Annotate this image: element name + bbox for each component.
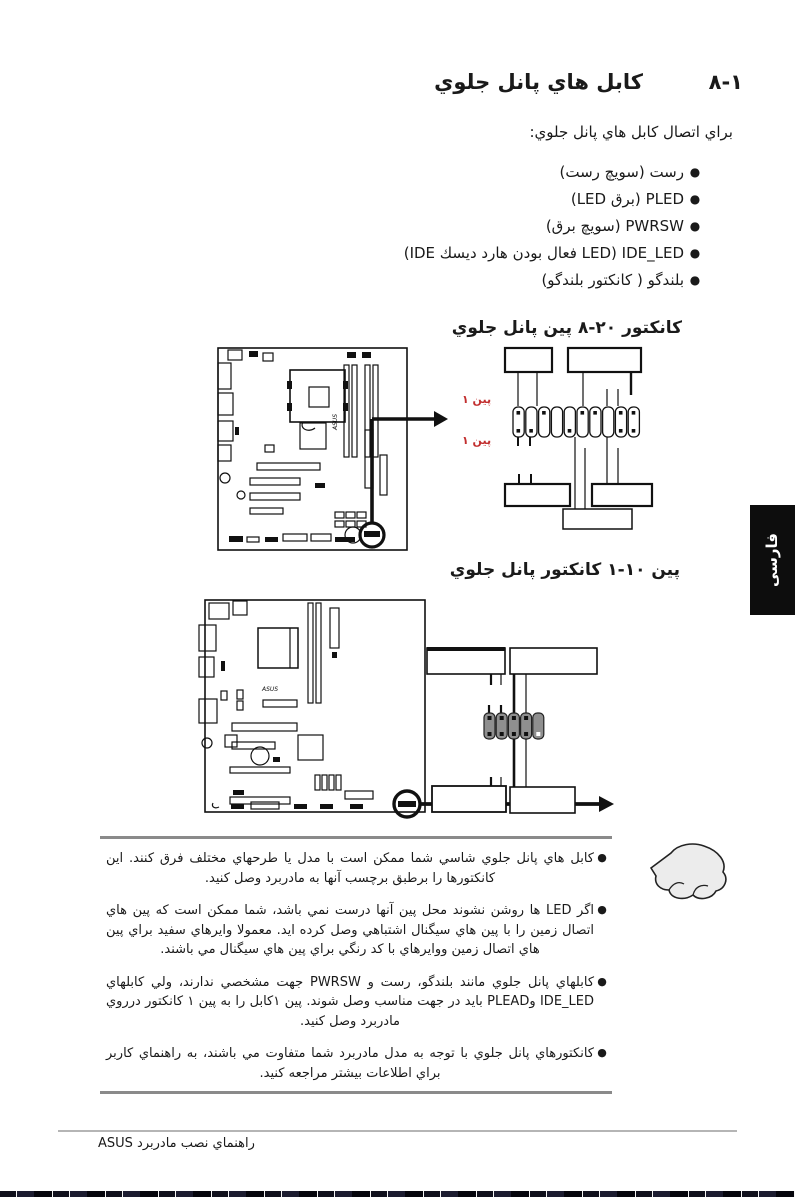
label-box — [568, 348, 641, 372]
note-item — [100, 1044, 610, 1083]
bullet-icon: ● — [689, 164, 701, 179]
note-text: كانكتورهاي پانل جلوي با توجه به مدل مادربرد شما متفاوت مي باشند، به راهنماي كاربر براي اطلاعات بيشتر مراجعه كنيد. — [106, 1046, 594, 1081]
bullet-icon: ● — [597, 903, 607, 916]
label-box — [563, 509, 632, 529]
note-hand-icon — [645, 842, 733, 904]
list-item — [404, 158, 702, 185]
board-logo: ASUS — [262, 686, 279, 693]
page-title: كابل هاي پانل جلوي — [434, 70, 643, 94]
notes-divider-top — [100, 836, 612, 839]
footer-text: راهنماي نصب مادربرد ASUS — [98, 1136, 255, 1151]
section-number: ١-٨ — [708, 70, 743, 94]
cable-list — [404, 158, 702, 293]
bullet-icon: ● — [689, 245, 701, 260]
notes-divider-bottom — [100, 1091, 612, 1094]
missing-pin-key — [536, 732, 540, 736]
bullet-icon: ● — [689, 218, 701, 233]
figure1-heading: كانكتور ٢٠-٨ پين پانل جلوي — [451, 318, 682, 338]
label-box — [510, 648, 597, 674]
arrow-icon — [434, 411, 448, 427]
connector-pinout-2 — [425, 645, 605, 820]
intro-text: براي اتصال كابل هاي پانل جلوي: — [529, 123, 733, 141]
list-item — [404, 239, 702, 266]
label-box — [510, 787, 575, 813]
note-item — [100, 901, 610, 960]
label-box — [505, 484, 570, 506]
figure2-heading: پين ١٠-١ كانكتور پانل جلوي — [449, 560, 680, 580]
list-item-label: IDE_LED (LED فعال بودن هارد ديسك IDE) — [403, 243, 684, 262]
label-box — [592, 484, 652, 506]
footer-divider — [58, 1130, 737, 1132]
note-text: كابلهاي پانل جلوي مانند بلندگو، رست و PWRSW جهت مشخصي ندارند، ولي كابلهاي IDE_LED وPLEAD بايد در جهت مناسب وصل شوند. پين ١كابل را به پين ١ كانكتور درروي مادربرد وصل كنيد. — [106, 974, 595, 1029]
pin1-label: پين ١ — [462, 434, 492, 447]
list-item-label: بلندگو ( كانكتور بلندگو) — [541, 270, 684, 289]
page-edge-band — [0, 1191, 795, 1197]
pin-header-20-8 — [513, 407, 639, 437]
list-item — [404, 212, 702, 239]
motherboard-diagram-1 — [215, 345, 450, 555]
bullet-icon: ● — [689, 272, 701, 287]
bullet-icon: ● — [597, 1046, 607, 1059]
note-item — [100, 973, 610, 1032]
list-item-label: PLED (برق LED) — [570, 189, 684, 208]
label-box — [505, 348, 552, 372]
list-item-label: رست (سويچ رست) — [559, 162, 684, 181]
list-item-label: PWRSW (سويچ برق) — [545, 216, 684, 235]
pin1-label: پين ١ — [462, 393, 492, 406]
language-tab-label: فارسى — [763, 532, 782, 588]
note-text: اگر LED ها روشن نشوند محل پين آنها درست نمي باشد، شما ممكن است كه پين هاي اتصال زمين را با پين هاي سيگنال اشتباهي وصل كرده ايد. معمولا وايرهاي سفيد براي پين هاي اتصال زمين ووايرهاي با كد رنگي براي پين هاي سيگنال مي باشند. — [106, 903, 595, 957]
label-box — [427, 648, 505, 674]
list-item — [404, 266, 702, 293]
notes-list — [100, 849, 610, 1096]
list-item — [404, 185, 702, 212]
language-tab-farsi — [750, 505, 795, 615]
bullet-icon: ● — [597, 851, 607, 864]
label-box — [432, 786, 506, 812]
bullet-icon: ● — [597, 974, 607, 988]
note-item — [100, 849, 610, 888]
note-text: كابل هاي پانل جلوي شاسي شما ممكن است با مدل يا طرحهاي مختلف فرق كنند. اين كانكتورها را برطبق برچسب آنها به مادربرد وصل كنيد. — [106, 851, 594, 886]
board-logo: ASUS — [332, 413, 339, 430]
bullet-icon: ● — [689, 191, 701, 206]
